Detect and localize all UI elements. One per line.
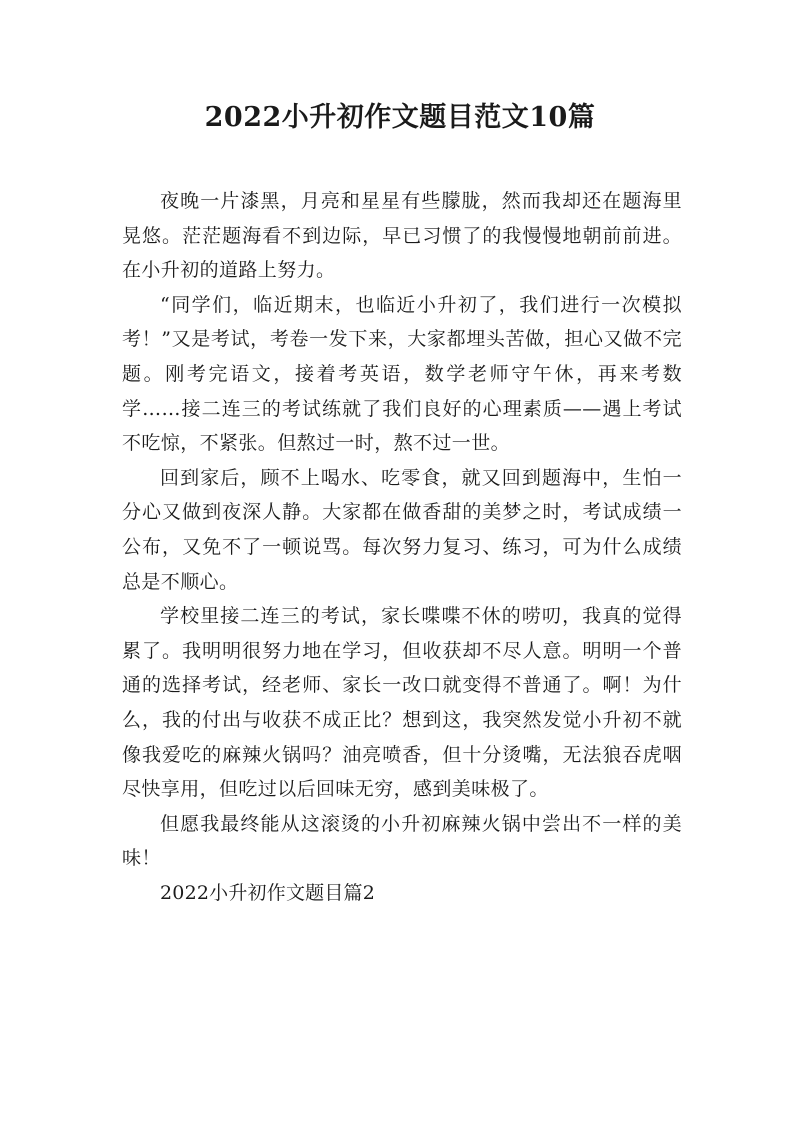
- paragraph-3: 回到家后，顾不上喝水、吃零食，就又回到题海中，生怕一分心又做到夜深人静。大家都在做香甜的美梦之时，考试成绩一公布，又免不了一顿说骂。每次努力复习、练习，可为什么成绩总是不顺心。: [122, 466, 682, 593]
- paragraph-1: 夜晚一片漆黑，月亮和星星有些朦胧，然而我却还在题海里晃悠。茫茫题海看不到边际，早已习惯了的我慢慢地朝前前进。在小升初的道路上努力。: [122, 190, 682, 282]
- paragraph-5: 但愿我最终能从这滚烫的小升初麻辣火锅中尝出不一样的美味！: [122, 812, 682, 870]
- document-title: 2022小升初作文题目范文10篇: [204, 102, 596, 133]
- essay-body: [122, 184, 682, 910]
- paragraph-4: 学校里接二连三的考试，家长喋喋不休的唠叨，我真的觉得累了。我明明很努力地在学习，但收获却不尽人意。明明一个普通的选择考试，经老师、家长一改口就变得不普通了。啊！为什么，我的付出与收获不成正比？想到这，我突然发觉小升初不就像我爱吃的麻辣火锅吗？油亮喷香，但十分烫嘴，无法狼吞虎咽尽快享用，但吃过以后回味无穷，感到美味极了。: [122, 605, 682, 801]
- section-subheading: 2022小升初作文题目篇2: [160, 881, 376, 904]
- paragraph-2: “同学们，临近期末，也临近小升初了，我们进行一次模拟考！”又是考试，考卷一发下来，大家都埋头苦做，担心又做不完题。刚考完语文，接着考英语，数学老师守午休，再来考数学……接二连三的考试练就了我们良好的心理素质——遇上考试不吃惊，不紧张。但熬过一时，熬不过一世。: [122, 293, 682, 455]
